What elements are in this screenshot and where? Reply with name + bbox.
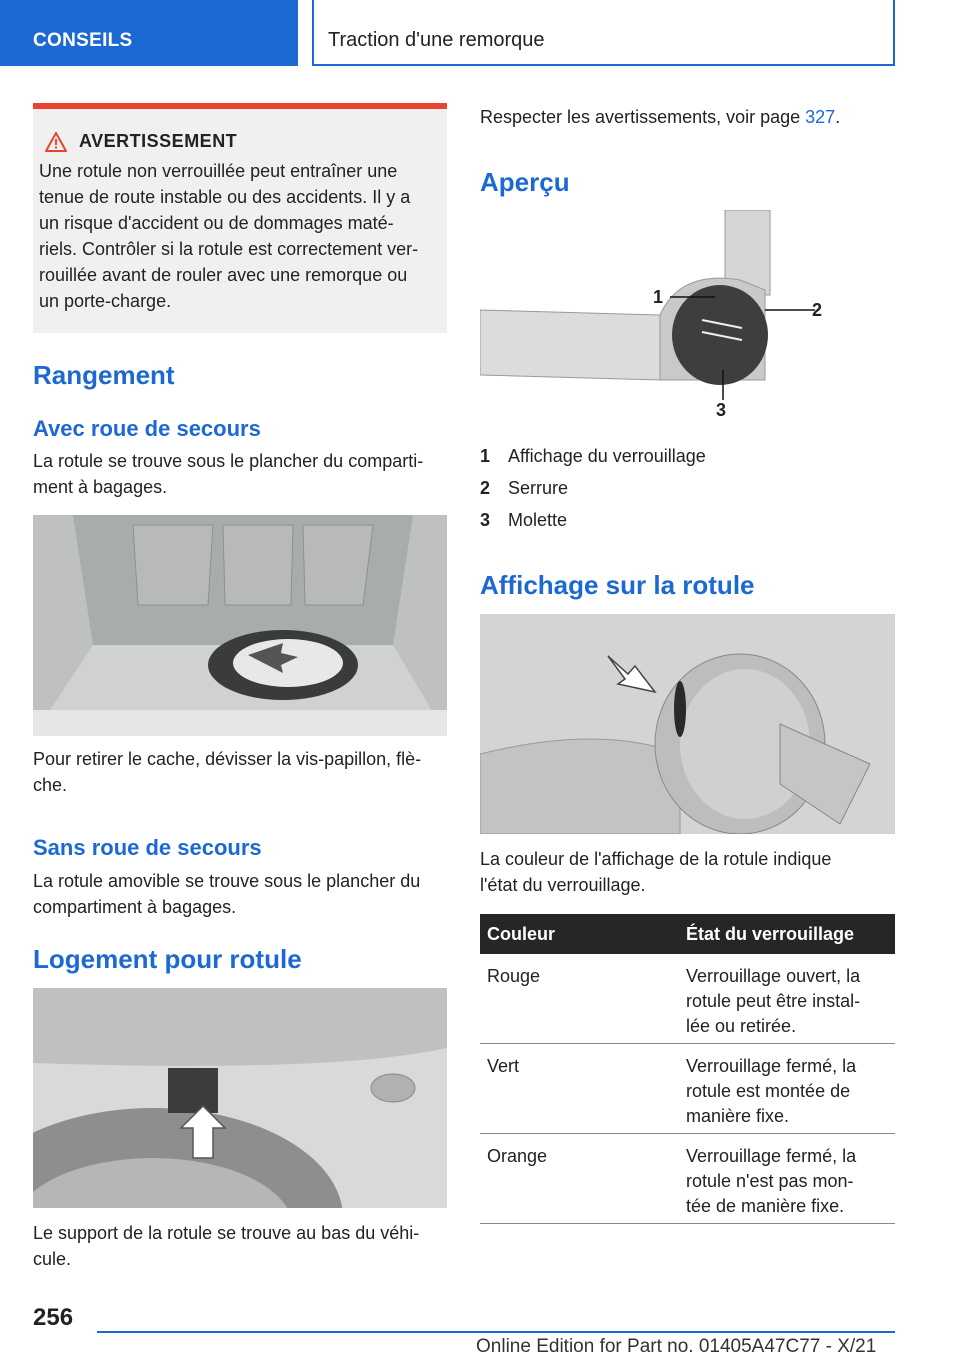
heading-rangement: Rangement <box>33 360 175 390</box>
callout-1: 1 <box>653 287 664 307</box>
table-row: Vert Verrouillage fermé, la rotule est montée de manière fixe. <box>480 1044 895 1134</box>
overview-image <box>480 210 850 430</box>
page-title-box <box>312 0 895 66</box>
ball-display-image <box>480 614 895 834</box>
legend-item: 2 Serrure <box>480 478 569 498</box>
paragraph-sans-roue: La rotule amovible se trouve sous le plancher du compartiment à bagages. <box>33 871 421 917</box>
section-label: CONSEILS <box>33 30 133 51</box>
warning-triangle-icon <box>45 132 67 152</box>
warning-text: Une rotule non verrouillée peut entraîner une tenue de route instable ou des accidents. Il y a un risque d'accident ou de dommages maté- riels. Contrôler si la rotule est correctement ver- rouillée avant de rouler avec une remorque ou un porte-charge. <box>39 161 419 311</box>
warning-title: AVERTISSEMENT <box>79 131 238 151</box>
table-row: Rouge Verrouillage ouvert, la rotule peut être instal- lée ou retirée. <box>480 954 895 1044</box>
heading-affichage: Affichage sur la rotule <box>480 570 755 600</box>
paragraph-couleur: La couleur de l'affichage de la rotule indique l'état du verrouillage. <box>480 849 832 895</box>
hitch-location-image <box>33 988 447 1208</box>
table-row: Orange Verrouillage fermé, la rotule n'est pas mon- tée de manière fixe. <box>480 1134 895 1224</box>
callout-3: 3 <box>716 400 727 420</box>
paragraph-respect: Respecter les avertissements, voir page 327. <box>480 107 841 127</box>
warning-box <box>33 103 447 333</box>
footer-divider <box>97 1331 895 1333</box>
warning-heading <box>45 131 439 152</box>
heading-sans-roue: Sans roue de secours <box>33 835 262 860</box>
heading-apercu: Aperçu <box>480 167 570 197</box>
page-link[interactable]: 327 <box>805 107 836 127</box>
callout-2: 2 <box>812 300 823 320</box>
table-header <box>480 914 895 954</box>
heading-logement: Logement pour rotule <box>33 944 302 974</box>
legend-item: 1 Affichage du verrouillage <box>480 446 706 466</box>
page-title: Traction d'une remorque <box>328 29 545 51</box>
page-number: 256 <box>33 1304 74 1331</box>
legend-item: 3 Molette <box>480 510 568 530</box>
paragraph-support: Le support de la rotule se trouve au bas du véhi- cule. <box>33 1223 420 1269</box>
section-tab <box>0 0 298 66</box>
heading-avec-roue: Avec roue de secours <box>33 416 261 441</box>
status-table <box>480 914 895 1224</box>
header-etat: État du verrouillage <box>686 923 855 944</box>
header-couleur: Couleur <box>487 923 556 944</box>
paragraph-avec-roue: La rotule se trouve sous le plancher du comparti- ment à bagages. <box>33 451 424 497</box>
paragraph-cache: Pour retirer le cache, dévisser la vis-papillon, flè- che. <box>33 749 422 795</box>
trunk-image <box>33 515 447 736</box>
footer-edition: Online Edition for Part no. 01405A47C77 - X/21 <box>476 1336 877 1357</box>
